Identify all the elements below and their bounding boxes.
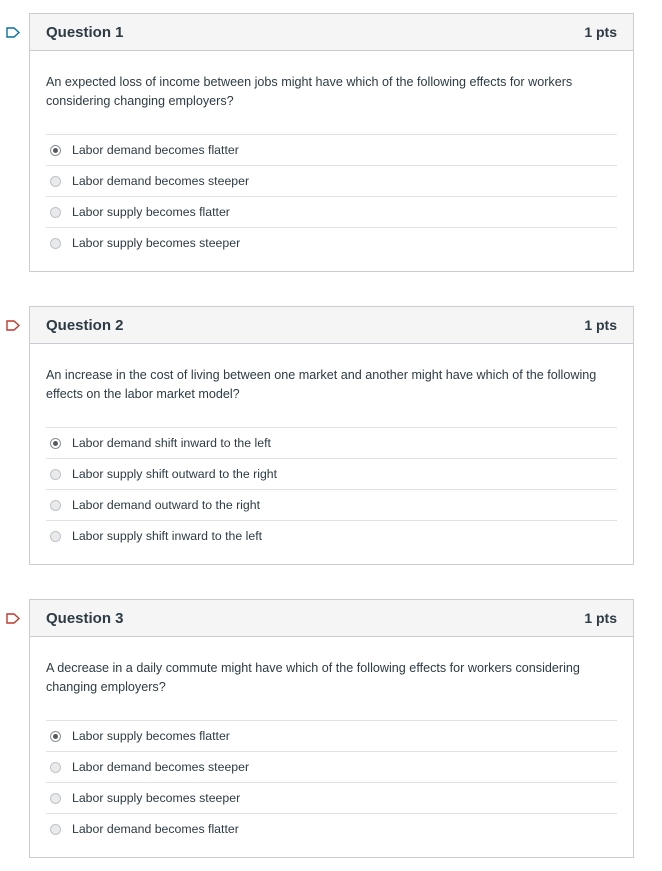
- radio-button-icon[interactable]: [50, 176, 61, 187]
- question-title: Question 1: [46, 23, 124, 41]
- radio-button-icon[interactable]: [50, 500, 61, 511]
- question-text: A decrease in a daily commute might have which of the following effects for workers considering changing employers?: [46, 661, 580, 694]
- question-card-1: [29, 13, 634, 272]
- question-body: [30, 344, 633, 567]
- answer-option[interactable]: [46, 720, 617, 751]
- question-card-3: [29, 599, 634, 858]
- flag-question-icon[interactable]: [6, 27, 20, 38]
- radio-button-icon[interactable]: [50, 145, 61, 156]
- answer-option[interactable]: [46, 782, 617, 813]
- answer-list: [46, 720, 617, 844]
- answer-label: Labor supply shift outward to the right: [72, 467, 278, 481]
- answer-list: [46, 134, 617, 258]
- answer-label: Labor demand becomes flatter: [72, 143, 239, 157]
- radio-button-icon[interactable]: [50, 238, 61, 249]
- answer-label: Labor supply becomes steeper: [72, 236, 241, 250]
- question-title: Question 2: [46, 316, 124, 334]
- question-points: 1 pts: [584, 317, 617, 333]
- answer-option[interactable]: [46, 227, 617, 258]
- answer-option[interactable]: [46, 165, 617, 196]
- question-text: An expected loss of income between jobs might have which of the following effects for workers considering changing employers?: [46, 75, 573, 108]
- question-body: [30, 637, 633, 860]
- question-points: 1 pts: [584, 24, 617, 40]
- answer-list: [46, 427, 617, 551]
- flag-question-icon[interactable]: [6, 320, 20, 331]
- question-points: 1 pts: [584, 610, 617, 626]
- answer-label: Labor supply becomes steeper: [72, 791, 241, 805]
- radio-button-icon[interactable]: [50, 731, 61, 742]
- answer-option[interactable]: [46, 427, 617, 458]
- answer-option[interactable]: [46, 751, 617, 782]
- flag-question-icon[interactable]: [6, 613, 20, 624]
- radio-button-icon[interactable]: [50, 762, 61, 773]
- radio-button-icon[interactable]: [50, 207, 61, 218]
- question-text: An increase in the cost of living between one market and another might have which of the following effects on the labor market model?: [46, 368, 597, 401]
- question-header: [30, 307, 633, 344]
- answer-label: Labor demand becomes steeper: [72, 760, 250, 774]
- answer-label: Labor supply becomes flatter: [72, 729, 230, 743]
- radio-button-icon[interactable]: [50, 824, 61, 835]
- answer-label: Labor supply becomes flatter: [72, 205, 230, 219]
- answer-option[interactable]: [46, 489, 617, 520]
- answer-label: Labor demand becomes steeper: [72, 174, 250, 188]
- radio-button-icon[interactable]: [50, 438, 61, 449]
- radio-button-icon[interactable]: [50, 531, 61, 542]
- radio-button-icon[interactable]: [50, 469, 61, 480]
- answer-label: Labor demand shift inward to the left: [72, 436, 271, 450]
- question-header: [30, 600, 633, 637]
- question-card-2: [29, 306, 634, 565]
- answer-option[interactable]: [46, 196, 617, 227]
- question-body: [30, 51, 633, 274]
- answer-option[interactable]: [46, 520, 617, 551]
- answer-option[interactable]: [46, 134, 617, 165]
- answer-option[interactable]: [46, 458, 617, 489]
- question-header: [30, 14, 633, 51]
- question-title: Question 3: [46, 609, 124, 627]
- answer-label: Labor demand becomes flatter: [72, 822, 239, 836]
- answer-label: Labor supply shift inward to the left: [72, 529, 263, 543]
- answer-label: Labor demand outward to the right: [72, 498, 260, 512]
- answer-option[interactable]: [46, 813, 617, 844]
- radio-button-icon[interactable]: [50, 793, 61, 804]
